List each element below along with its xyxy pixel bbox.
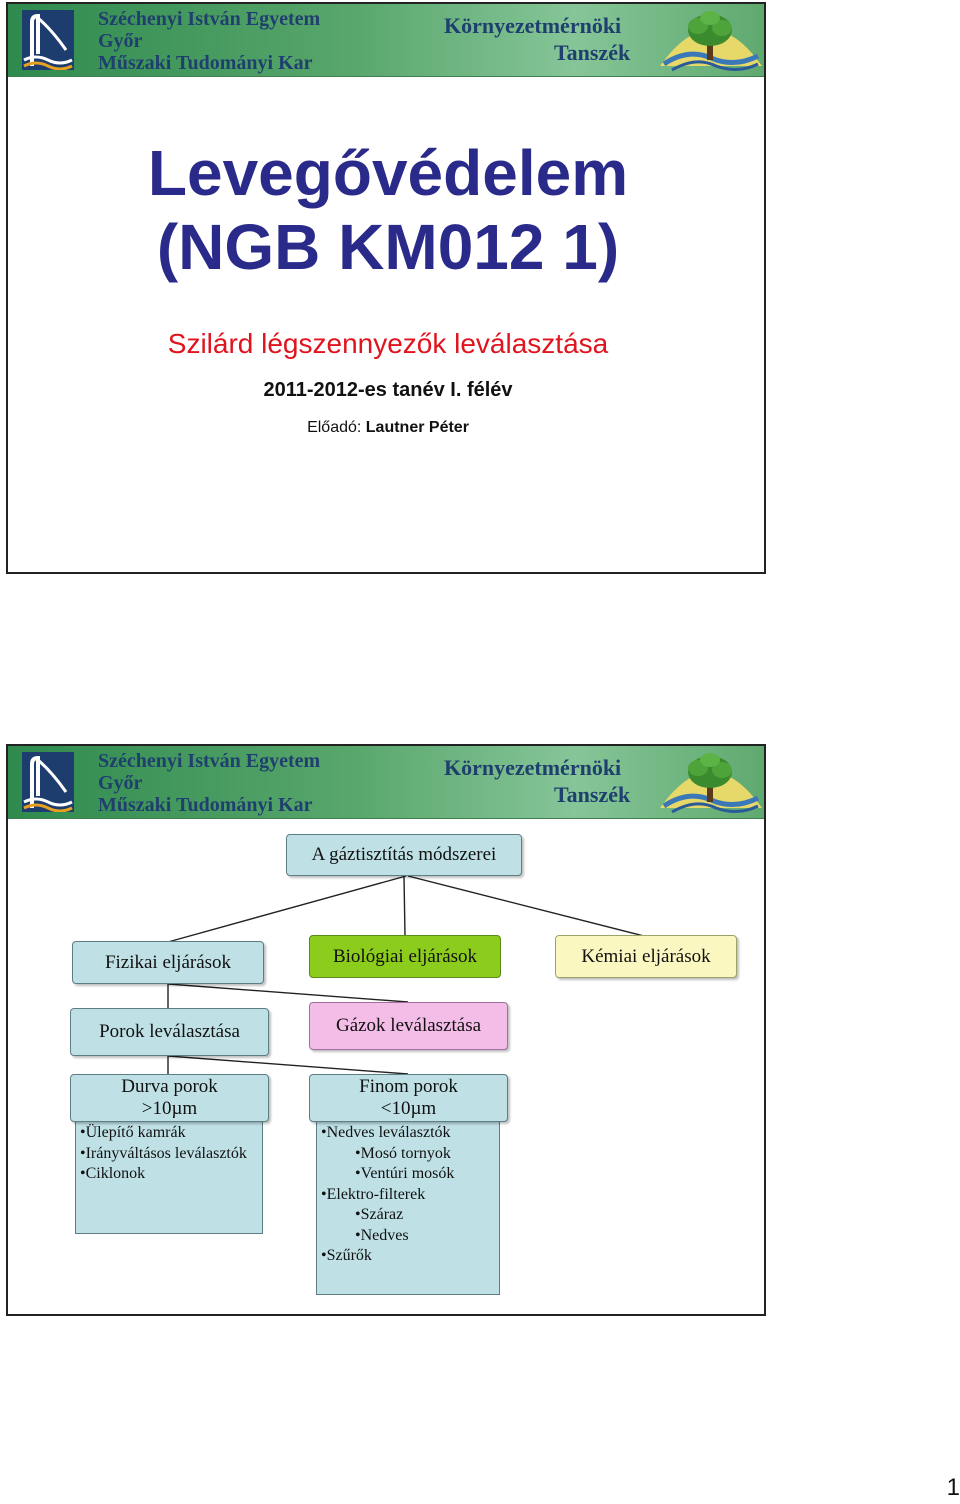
connector-root-physical bbox=[168, 876, 406, 942]
coarse-dust-node bbox=[70, 1074, 269, 1122]
physical-methods-label: Fizikai eljárások bbox=[104, 951, 232, 973]
gas-separation-label: Gázok leválasztása bbox=[335, 1015, 482, 1036]
academic-term: 2011-2012-es tanév I. félév bbox=[263, 379, 513, 401]
gas-separation-node bbox=[309, 1002, 508, 1050]
department-name-line2: Tanszék bbox=[554, 782, 631, 807]
page-number: 1 bbox=[946, 1474, 960, 1501]
fine-item: •Ventúri mosók bbox=[355, 1165, 455, 1182]
department-name-line1: Környezetmérnöki bbox=[444, 13, 622, 38]
chemical-methods-node bbox=[555, 935, 737, 978]
department-name-line1: Környezetmérnöki bbox=[444, 755, 622, 780]
coarse-item: •Irányváltásos leválasztók bbox=[80, 1144, 247, 1162]
slide-subtitle: Szilárd légszennyezők leválasztása bbox=[167, 328, 609, 359]
slide-title-line1: Levegővédelem bbox=[147, 137, 629, 209]
university-faculty: Műszaki Tudományi Kar bbox=[98, 794, 313, 816]
dust-separation-label: Porok leválasztása bbox=[99, 1021, 240, 1042]
fine-item: •Mosó tornyok bbox=[355, 1144, 451, 1162]
university-name: Széchenyi István Egyetem bbox=[98, 8, 321, 30]
coarse-dust-label: Durva porok bbox=[121, 1076, 218, 1097]
header-banner bbox=[8, 4, 764, 77]
fine-dust-label: Finom porok bbox=[359, 1076, 458, 1097]
university-city: Győr bbox=[98, 772, 143, 794]
university-faculty: Műszaki Tudományi Kar bbox=[98, 52, 313, 74]
coarse-dust-size: >10µm bbox=[141, 1098, 198, 1119]
physical-methods-node bbox=[72, 941, 264, 984]
dust-separation-node bbox=[70, 1008, 269, 1056]
fine-dust-list bbox=[316, 1118, 500, 1295]
university-name: Széchenyi István Egyetem bbox=[98, 750, 321, 772]
slide-2 bbox=[6, 744, 766, 1316]
slide-1 bbox=[6, 2, 766, 574]
tree-logo-icon bbox=[658, 6, 764, 74]
coarse-item: •Ciklonok bbox=[80, 1165, 146, 1182]
university-city: Győr bbox=[98, 30, 143, 52]
connector-physical-gas bbox=[168, 984, 408, 1002]
biological-methods-node bbox=[309, 935, 501, 978]
fine-item: •Nedves leválasztók bbox=[321, 1124, 451, 1141]
connector-root-chemical bbox=[408, 876, 644, 936]
fine-item: •Szűrők bbox=[321, 1247, 372, 1264]
slide-title-line2: (NGB KM012 1) bbox=[156, 211, 620, 283]
root-node-label: A gáztisztítás módszerei bbox=[311, 844, 497, 865]
lecturer-name: Lautner Péter bbox=[365, 419, 469, 436]
biological-methods-label: Biológiai eljárások bbox=[332, 945, 478, 967]
department-name-line2: Tanszék bbox=[554, 40, 631, 65]
connector-root-biological bbox=[404, 876, 405, 936]
fine-item: •Száraz bbox=[355, 1206, 404, 1223]
coarse-item: •Ülepítő kamrák bbox=[80, 1124, 186, 1141]
lecturer-line bbox=[8, 418, 766, 438]
fine-dust-size: <10µm bbox=[380, 1098, 437, 1119]
root-node bbox=[286, 834, 522, 876]
connector-dust-fine bbox=[168, 1056, 408, 1074]
university-logo-icon bbox=[22, 10, 74, 70]
coarse-dust-list bbox=[75, 1118, 263, 1234]
fine-dust-node bbox=[309, 1074, 508, 1122]
chemical-methods-label: Kémiai eljárások bbox=[581, 945, 711, 967]
lecturer-label: Előadó: bbox=[307, 419, 362, 436]
fine-item: •Nedves bbox=[355, 1226, 409, 1244]
fine-item: •Elektro-filterek bbox=[321, 1185, 426, 1203]
